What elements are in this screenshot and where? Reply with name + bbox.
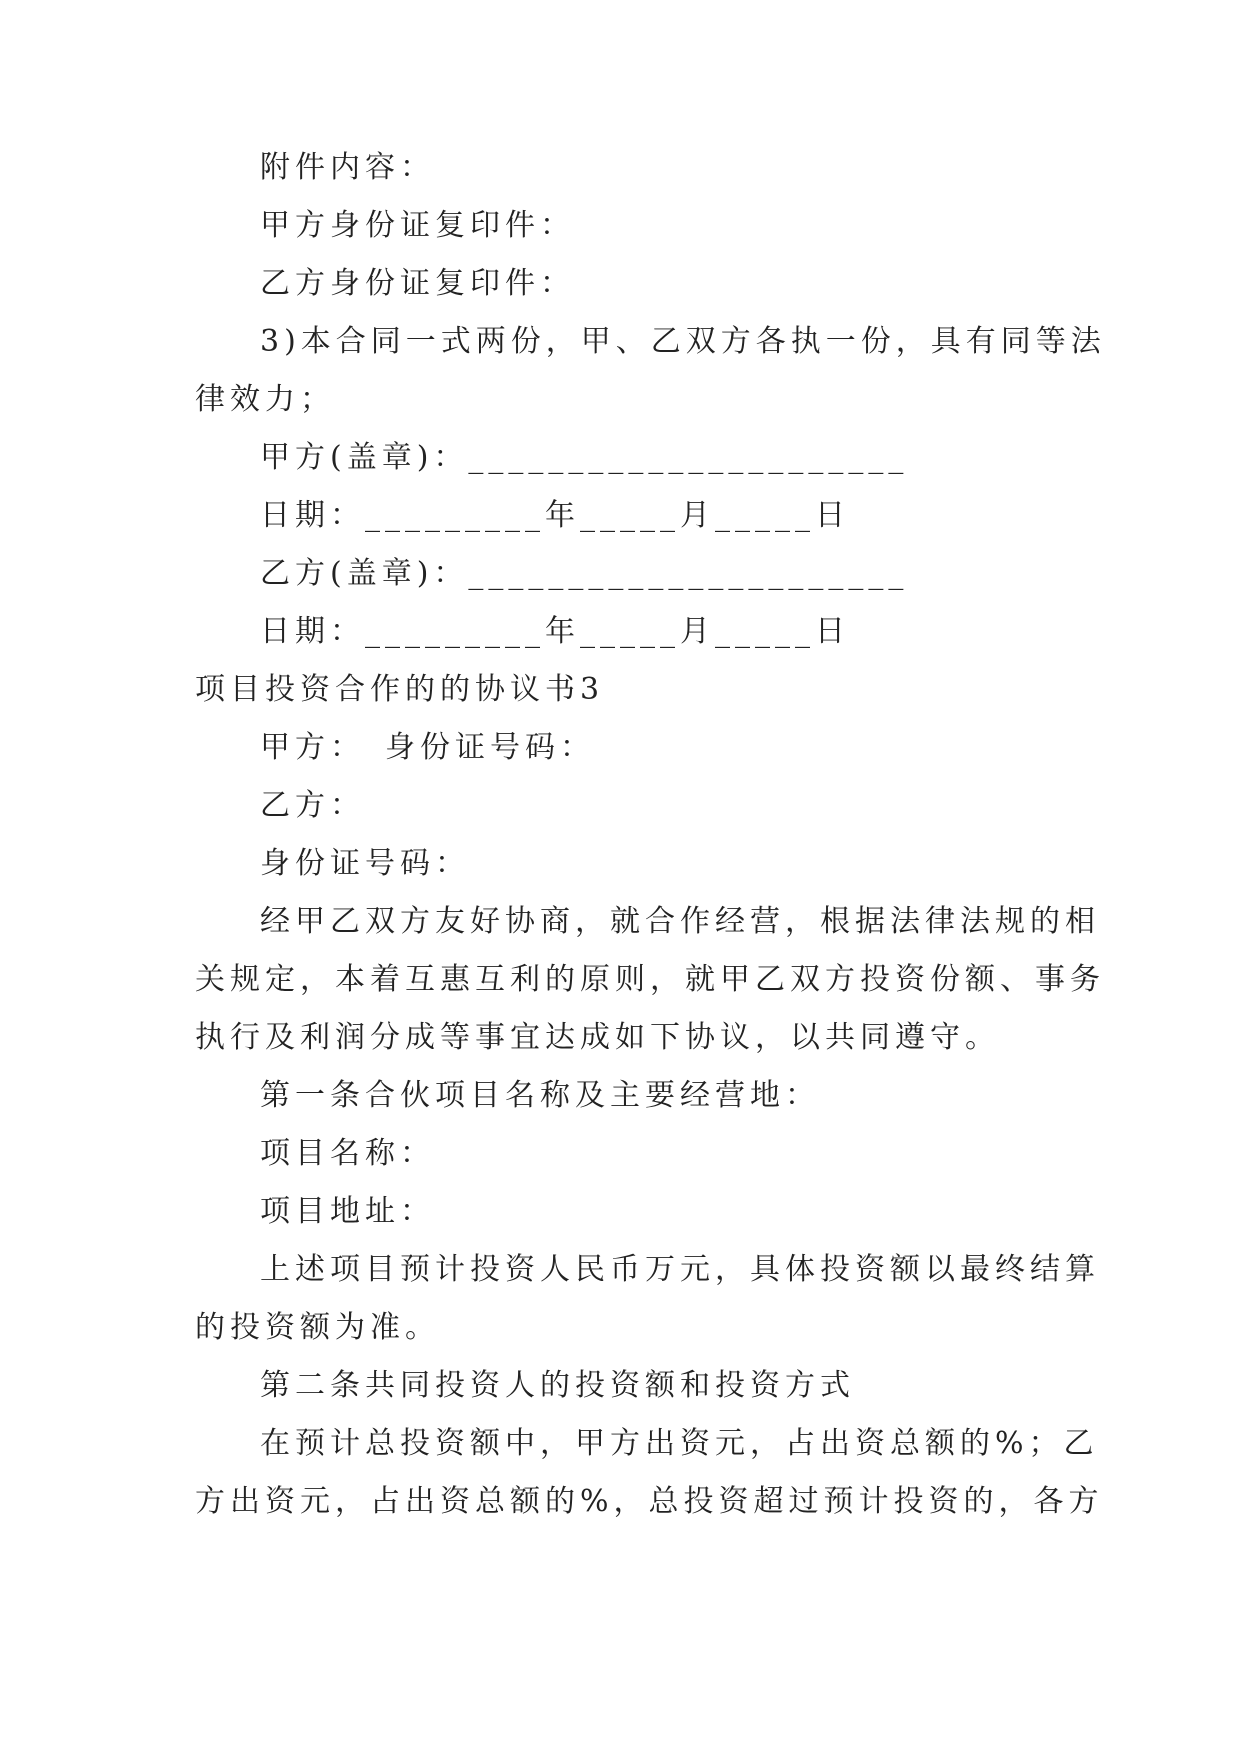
investment-estimate-line-2: 的投资额为准。 <box>195 1310 440 1345</box>
preamble-line-1: 经甲乙双方友好协商，就合作经营，根据法律法规的相 <box>260 904 1100 939</box>
preamble-line-2: 关规定，本着互惠互利的原则，就甲乙双方投资份额、事务 <box>195 962 1105 997</box>
agreement-title: 项目投资合作的的协议书3 <box>195 672 605 707</box>
party-a-id-copy: 甲方身份证复印件： <box>260 208 575 243</box>
party-b-line: 乙方： <box>260 788 365 823</box>
article-2-heading: 第二条共同投资人的投资额和投资方式 <box>260 1368 855 1403</box>
investment-share-line-2: 方出资元，占出资总额的%，总投资超过预计投资的，各方 <box>195 1484 1104 1519</box>
attachment-heading: 附件内容： <box>260 150 435 185</box>
article-1-heading: 第一条合伙项目名称及主要经营地： <box>260 1078 820 1113</box>
party-b-date: 日期：_________年_____月_____日 <box>260 614 850 649</box>
party-a-date: 日期：_________年_____月_____日 <box>260 498 850 533</box>
party-b-id-copy: 乙方身份证复印件： <box>260 266 575 301</box>
clause-3-line-1: 3)本合同一式两份，甲、乙双方各执一份，具有同等法 <box>260 324 1106 359</box>
investment-share-line-1: 在预计总投资额中，甲方出资元，占出资总额的%；乙 <box>260 1426 1099 1461</box>
id-number-line: 身份证号码： <box>260 846 470 881</box>
preamble-line-3: 执行及利润分成等事宜达成如下协议，以共同遵守。 <box>195 1020 1000 1055</box>
investment-estimate-line-1: 上述项目预计投资人民币万元，具体投资额以最终结算 <box>260 1252 1100 1287</box>
party-a-seal: 甲方(盖章)：______________________ <box>260 440 909 475</box>
project-name: 项目名称： <box>260 1136 435 1171</box>
party-b-seal: 乙方(盖章)：______________________ <box>260 556 909 591</box>
party-a-line: 甲方： 身份证号码： <box>260 730 595 765</box>
clause-3-line-2: 律效力； <box>195 382 335 417</box>
project-address: 项目地址： <box>260 1194 435 1229</box>
